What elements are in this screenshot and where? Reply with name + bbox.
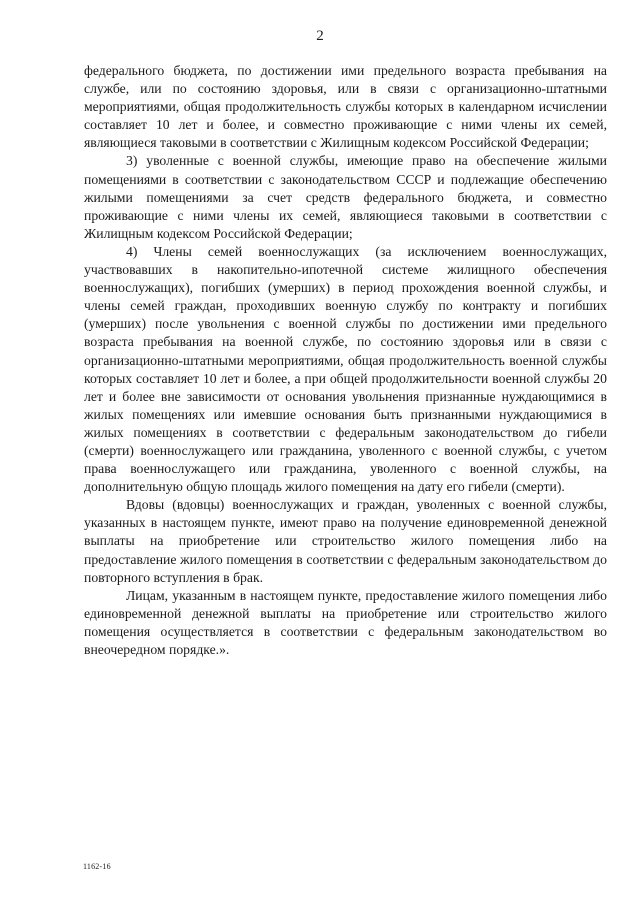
paragraph-continuation: федерального бюджета, по достижении ими предельного возраста пребывания на службе, или по состоянию здоровья, или в связи с организационно-штатными мероприятиями, общая продолжительность службы которых в календарном исчислении составляет 10 лет и более, и совместно проживающие с ними члены их семей, являющиеся таковыми в соответствии с Жилищным кодексом Российской Федерации; [84, 63, 607, 151]
paragraph-priority: Лицам, указанным в настоящем пункте, предоставление жилого помещения либо единовременной денежной выплаты на приобретение или строительство жилого помещения осуществляется в соответствии с федеральным законодательством во внеочередном порядке.». [84, 587, 607, 657]
footer-document-code: 1162-16 [83, 862, 111, 871]
paragraph-item-4: 4) Члены семей военнослужащих (за исключением военнослужащих, участвовавших в накопительно-ипотечной системе жилищного обеспечения военнослужащих), погибших (умерших) в период прохождения военной службы, и члены семей граждан, проходивших военную службу по контракту и погибших (умерших) после увольнения с военной службы по достижении ими предельного возраста пребывания на военной службе, по состоянию здоровья или в связи с организационно-штатными мероприятиями, общая продолжительность военной службы которых составляет 10 лет и более, а при общей продолжительности военной службы 20 лет и более вне зависимости от основания увольнения признанные нуждающимися в жилых помещениях или имевшие основания быть признанными нуждающимися в жилых помещениях в соответствии с федеральным законодательством до гибели (смерти) военнослужащего или гражданина, уволенного с военной службы, с учетом права военнослужащего или гражданина, уволенного с военной службы, на дополнительную общую площадь жилого помещения на дату его гибели (смерти). [84, 243, 607, 495]
document-body [84, 62, 607, 659]
paragraph-item-3: 3) уволенные с военной службы, имеющие право на обеспечение жилыми помещениями в соответствии с законодательством СССР и подлежащие обеспечению жилыми помещениями за счет средств федерального бюджета, и совместно проживающие с ними члены их семей, являющиеся таковыми в соответствии с Жилищным кодексом Российской Федерации; [84, 153, 607, 241]
page-number: 2 [316, 28, 324, 44]
paragraph-widows: Вдовы (вдовцы) военнослужащих и граждан, уволенных с военной службы, указанных в настоящем пункте, имеют право на получение единовременной денежной выплаты на приобретение или строительство жилого помещения либо на предоставление жилого помещения в соответствии с федеральным законодательством до повторного вступления в брак. [84, 497, 607, 585]
